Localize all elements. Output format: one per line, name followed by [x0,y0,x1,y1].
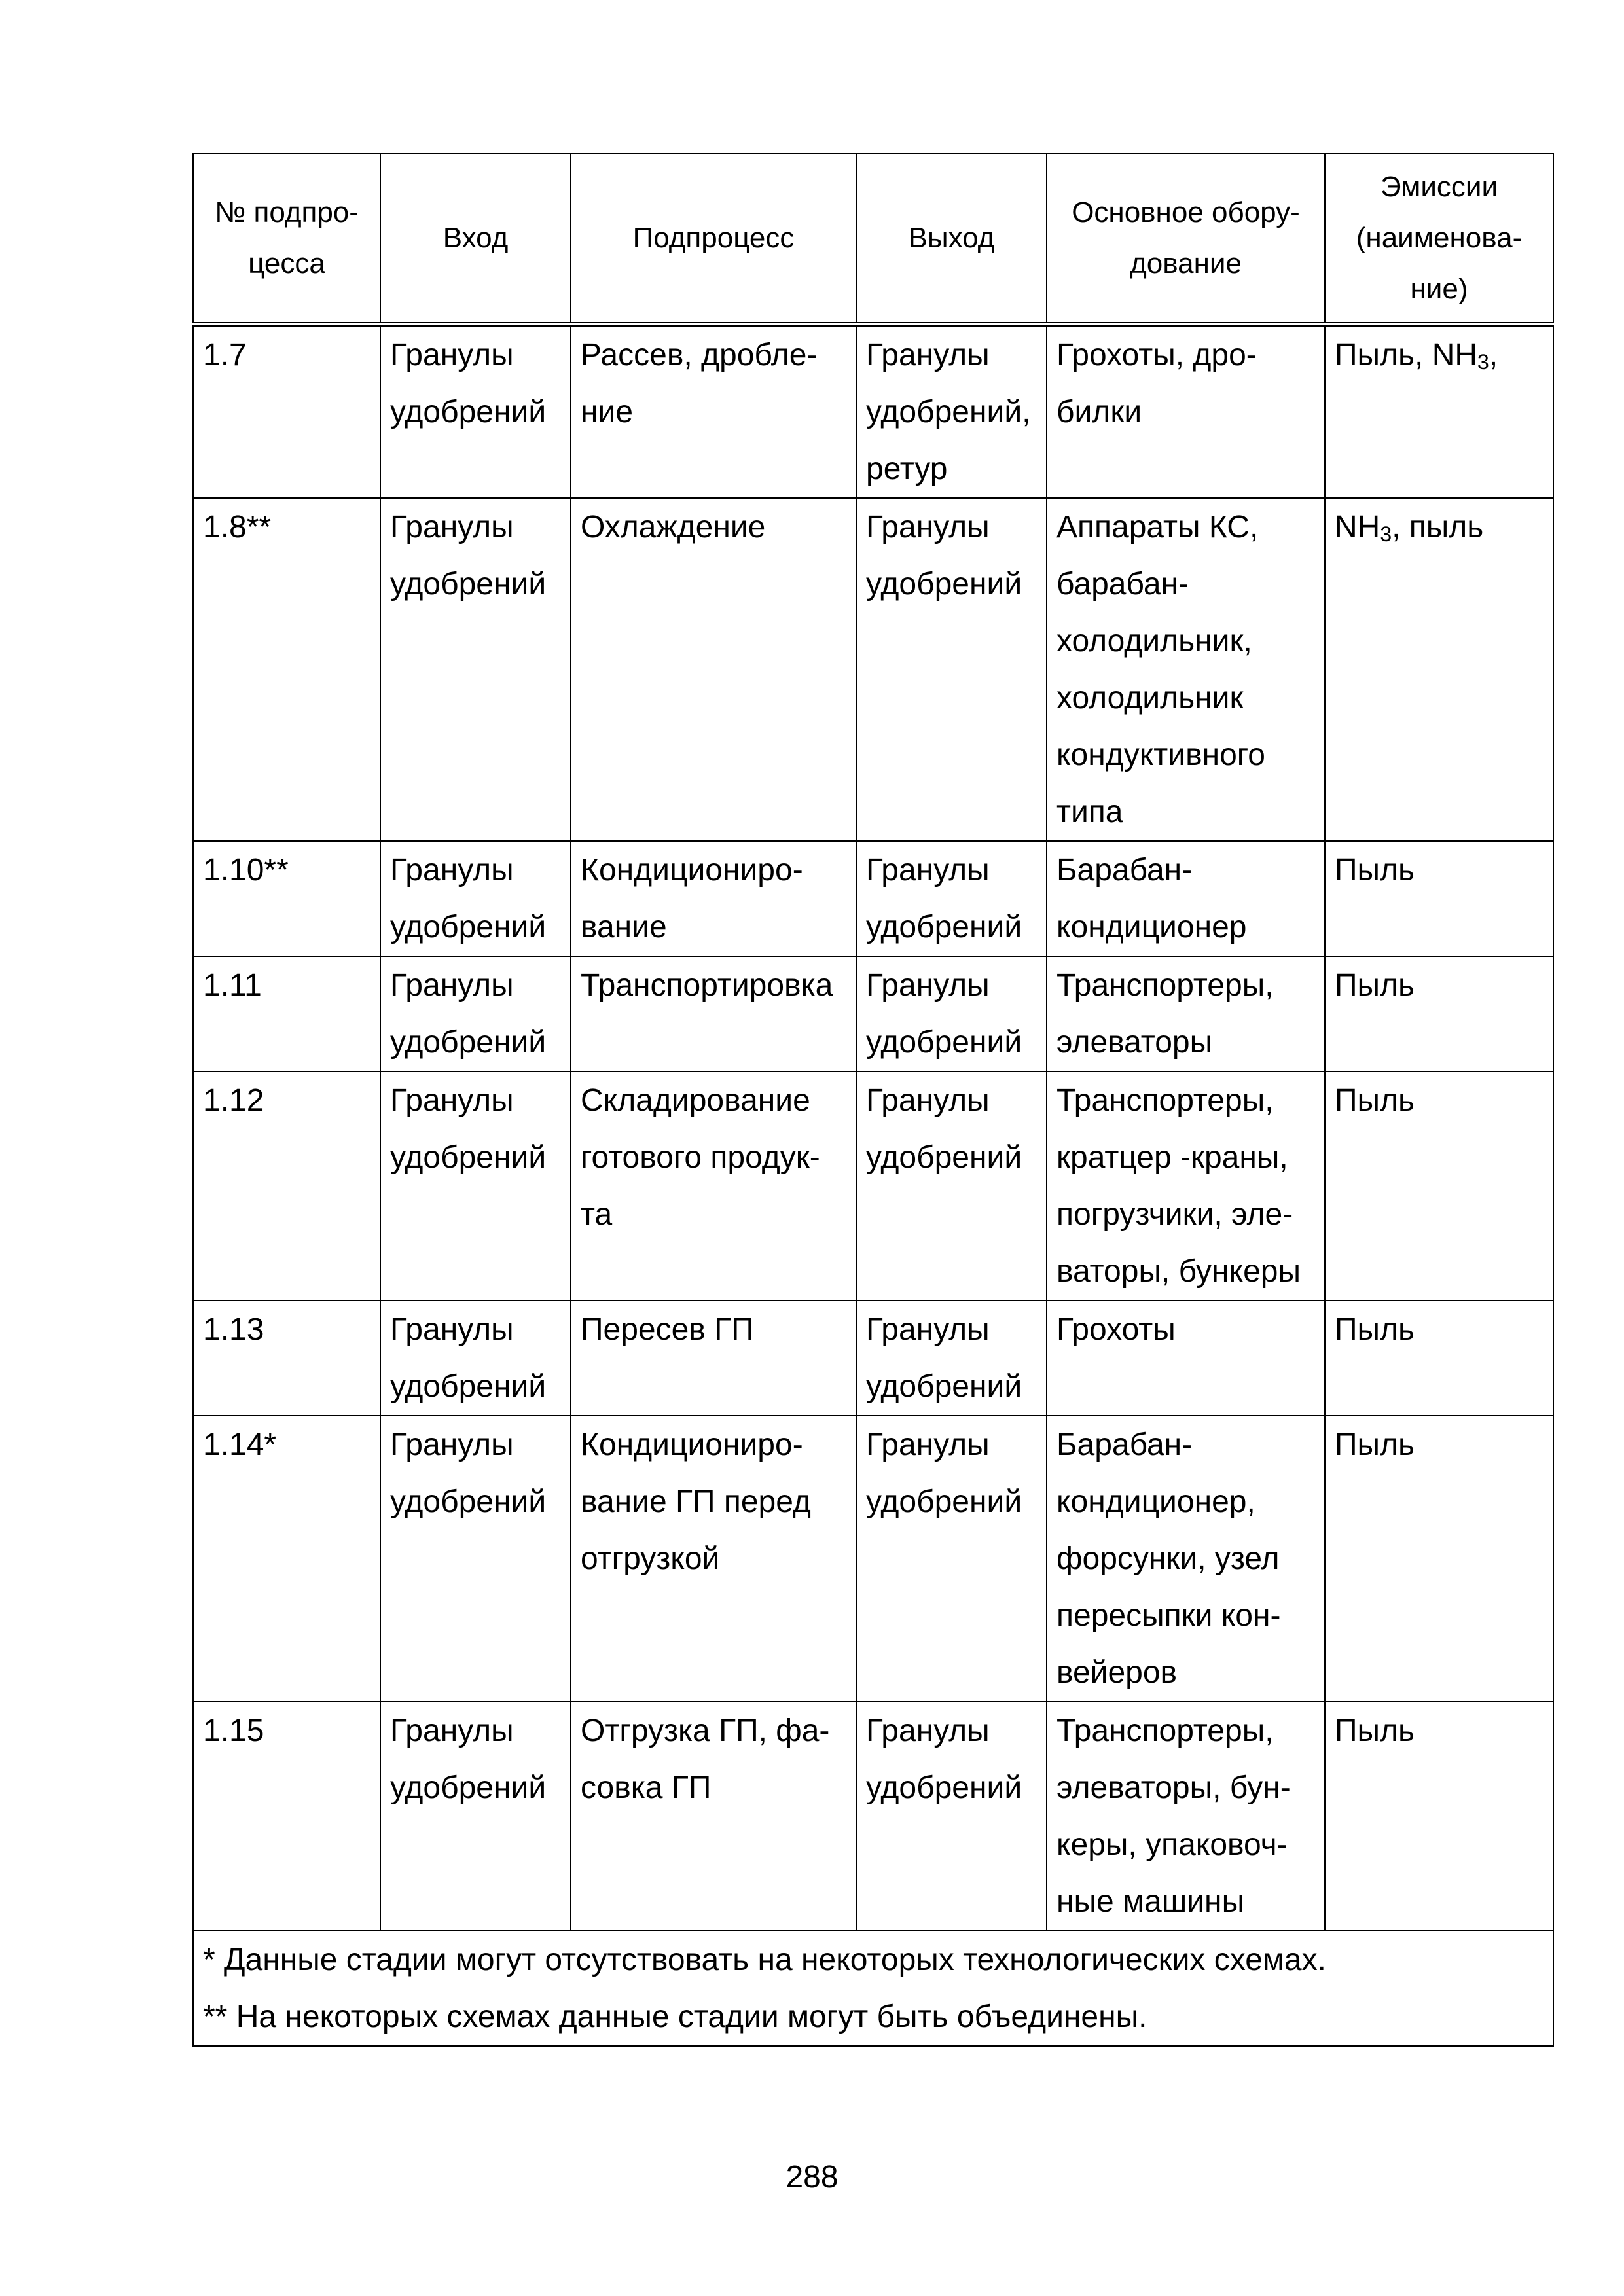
cell-equipment: Транспортеры, элеваторы, бун- керы, упаковоч- ные машины [1047,1702,1325,1931]
cell-output: Гранулы удобрений [856,1702,1047,1931]
cell-input: Гранулы удобрений [380,498,571,841]
header-emissions: Эмиссии (наименова- ние) [1325,154,1553,325]
footnote-cell [193,1931,1553,2046]
cell-input: Гранулы удобрений [380,1702,571,1931]
cell-num: 1.14* [193,1416,380,1702]
cell-emissions [1325,325,1553,499]
cell-num: 1.12 [193,1071,380,1300]
cell-equipment: Барабан- кондиционер, форсунки, узел пересыпки кон- вейеров [1047,1416,1325,1702]
subprocess-table [192,153,1554,2047]
table-footnotes [193,1931,1553,2046]
cell-equipment: Барабан- кондиционер [1047,841,1325,956]
footnote-double-asterisk: ** На некоторых схемах данные стадии могут быть объединены. [203,2000,1147,2034]
table-row [193,1702,1553,1931]
cell-subprocess: Отгрузка ГП, фа- совка ГП [571,1702,856,1931]
cell-input: Гранулы удобрений [380,1416,571,1702]
cell-output: Гранулы удобрений [856,956,1047,1071]
cell-equipment: Грохоты, дро- билки [1047,325,1325,499]
table-row [193,956,1553,1071]
cell-emissions: Пыль [1325,1300,1553,1416]
header-output: Выход [856,154,1047,325]
cell-subprocess: Пересев ГП [571,1300,856,1416]
cell-emissions: Пыль [1325,956,1553,1071]
table-body [193,325,1553,1931]
table-row [193,1416,1553,1702]
cell-equipment: Транспортеры, элеваторы [1047,956,1325,1071]
table-row [193,1071,1553,1300]
cell-emissions: Пыль [1325,1702,1553,1931]
cell-emissions [1325,498,1553,841]
cell-subprocess: Кондициониро- вание [571,841,856,956]
cell-num: 1.15 [193,1702,380,1931]
cell-equipment: Грохоты [1047,1300,1325,1416]
cell-input: Гранулы удобрений [380,841,571,956]
header-input: Вход [380,154,571,325]
emissions-text: Пыль, NH [1335,338,1478,372]
table-row [193,841,1553,956]
cell-num: 1.7 [193,325,380,499]
cell-subprocess: Охлаждение [571,498,856,841]
cell-input: Гранулы удобрений [380,1300,571,1416]
cell-equipment: Аппараты КС, барабан- холодильник, холодильник кондуктивного типа [1047,498,1325,841]
header-num: № подпро- цесса [193,154,380,325]
table-row [193,498,1553,841]
cell-subprocess: Кондициониро- вание ГП перед отгрузкой [571,1416,856,1702]
cell-equipment: Транспортеры, кратцер -краны, погрузчики, эле- ваторы, бункеры [1047,1071,1325,1300]
cell-emissions: Пыль [1325,841,1553,956]
cell-input: Гранулы удобрений [380,956,571,1071]
cell-subprocess: Рассев, дробле- ние [571,325,856,499]
header-row [193,154,1553,325]
cell-input: Гранулы удобрений [380,325,571,499]
cell-num: 1.10** [193,841,380,956]
cell-num: 1.8** [193,498,380,841]
cell-output: Гранулы удобрений, ретур [856,325,1047,499]
table-row [193,325,1553,499]
footnote-single-asterisk: * Данные стадии могут отсутствовать на некоторых технологических схемах. [203,1943,1326,1977]
cell-output: Гранулы удобрений [856,1300,1047,1416]
subscript: 3 [1380,522,1392,546]
table-row [193,1300,1553,1416]
cell-input: Гранулы удобрений [380,1071,571,1300]
table-header [193,154,1553,325]
cell-subprocess: Транспортировка [571,956,856,1071]
cell-output: Гранулы удобрений [856,498,1047,841]
cell-num: 1.11 [193,956,380,1071]
emissions-text: NH [1335,510,1380,545]
cell-num: 1.13 [193,1300,380,1416]
page-number: 288 [785,2160,839,2195]
footnote-row [193,1931,1553,2046]
cell-emissions: Пыль [1325,1416,1553,1702]
header-subprocess: Подпроцесс [571,154,856,325]
emissions-text-tail: , [1489,338,1498,372]
subscript: 3 [1477,350,1489,374]
cell-output: Гранулы удобрений [856,1071,1047,1300]
cell-output: Гранулы удобрений [856,841,1047,956]
emissions-text-tail: , пыль [1392,510,1484,545]
header-equipment: Основное обору- дование [1047,154,1325,325]
cell-output: Гранулы удобрений [856,1416,1047,1702]
cell-subprocess: Складирование готового продук- та [571,1071,856,1300]
cell-emissions: Пыль [1325,1071,1553,1300]
